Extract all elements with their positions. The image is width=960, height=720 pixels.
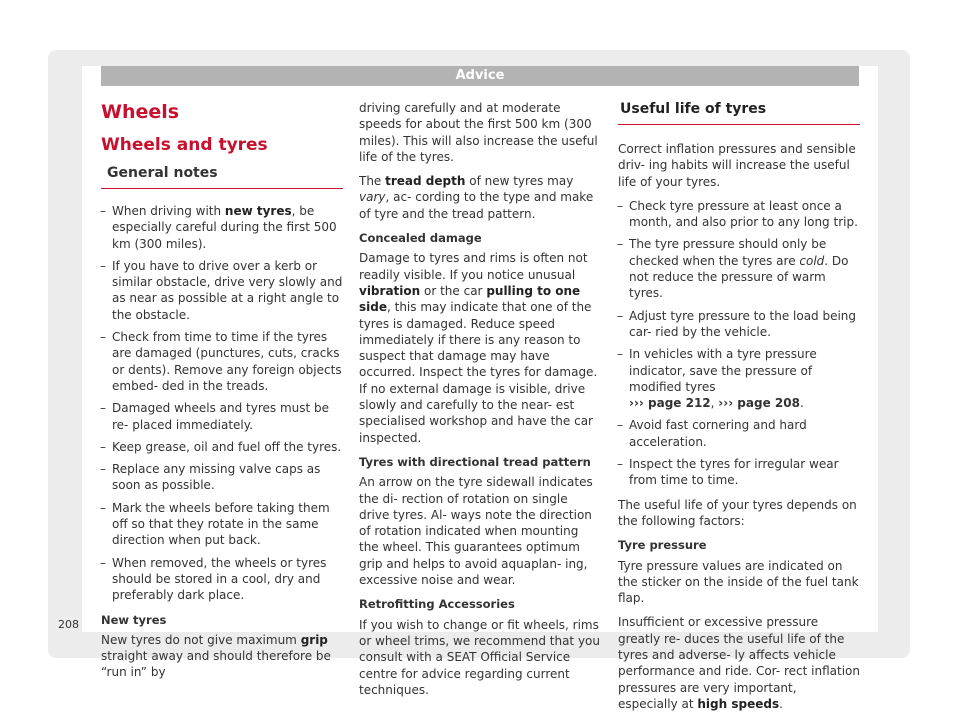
list-item: – Adjust tyre pressure to the load being car- ried by the vehicle. [618, 308, 860, 341]
page-number: 208 [58, 618, 79, 631]
new-tyres-heading: New tyres [101, 612, 167, 627]
page-ref-link[interactable]: ››› page 208 [718, 396, 800, 411]
tyre-pressure-paragraph-2: Insufficient or excessive pressure greatly re- duces the useful life of the tyres and adverse- ly affects vehicle performance and ride. Cor- rect inflation pressures are very important, especially at high speeds. [618, 615, 860, 711]
factors-paragraph: The useful life of your tyres depends on the following factors: [618, 497, 857, 528]
directional-tread-paragraph: An arrow on the tyre sidewall indicates the di- rection of rotation on single drive tyres. Al- ways note the direction of rotation indicated when mounting the wheel. This guarantees optimum grip and helps to avoid aquaplan- ing, excessive noise and wear. [359, 475, 593, 588]
retrofitting-heading: Retrofitting Accessories [359, 597, 515, 612]
list-item: – When removed, the wheels or tyres should be stored in a cool, dry and preferably dark place. [101, 555, 343, 604]
tyre-pressure-paragraph-1: Tyre pressure values are indicated on the sticker on the inside of the fuel tank flap. [618, 558, 859, 606]
page-ref-link[interactable]: ››› page 212 [629, 396, 711, 411]
list-item: – Replace any missing valve caps as soon as possible. [101, 461, 343, 494]
list-item: – Damaged wheels and tyres must be re- placed immediately. [101, 400, 343, 433]
retrofitting-paragraph: If you wish to change or fit wheels, rims or wheel trims, we recommend that you consult with a SEAT Official Service centre for advice regarding current techniques. [359, 617, 601, 697]
list-item: – Avoid fast cornering and hard acceleration. [618, 417, 860, 450]
list-item: – When driving with new tyres, be especially careful during the first 500 km (300 miles). [101, 203, 343, 252]
tread-depth-paragraph: The tread depth of new tyres may vary, ac- cording to the type and make of tyre and the tread pattern. [359, 174, 594, 221]
column-left [101, 100, 343, 689]
list-item: – Inspect the tyres for irregular wear from time to time. [618, 456, 860, 489]
list-item: – If you have to drive over a kerb or similar obstacle, drive very slowly and as near as possible at a right angle to the obstacle. [101, 258, 343, 323]
concealed-damage-paragraph: Damage to tyres and rims is often not readily visible. If you notice unusual vibration or the car pulling to one side, this may indicate that one of the tyres is damaged. Reduce speed immediately if there is any reason to suspect that damage may have occurred. Inspect the tyres for damage. If no external damage is visible, drive slowly and carefully to the near- est specialised workshop and have the car inspected. [359, 251, 598, 445]
useful-life-list [618, 198, 860, 489]
chapter-subtitle: Wheels and tyres [101, 135, 268, 155]
list-item: – In vehicles with a tyre pressure indicator, save the pressure of modified tyres ››› page 212, ››› page 208. [618, 346, 860, 411]
list-item: – Check from time to time if the tyres are damaged (punctures, cuts, cracks or dents). Remove any foreign objects embed- ded in the treads. [101, 329, 343, 394]
run-in-paragraph: driving carefully and at moderate speeds for about the first 500 km (300 miles). This will also increase the useful life of the tyres. [359, 101, 598, 164]
section-header-band: Advice [101, 66, 859, 86]
new-tyres-paragraph: New tyres do not give maximum grip straight away and should therefore be “run in” by [101, 632, 331, 680]
list-item: – Check tyre pressure at least once a month, and also prior to any long trip. [618, 198, 860, 231]
section-heading-useful-life: Useful life of tyres [618, 100, 860, 125]
directional-tread-heading: Tyres with directional tread pattern [359, 454, 591, 469]
concealed-damage-heading: Concealed damage [359, 231, 482, 246]
list-item: – The tyre pressure should only be checked when the tyres are cold. Do not reduce the pressure of warm tyres. [618, 236, 860, 301]
column-middle [359, 100, 601, 706]
tyre-pressure-heading: Tyre pressure [618, 538, 707, 553]
section-heading-general-notes: General notes [101, 164, 343, 189]
general-notes-list [101, 203, 343, 604]
column-right [618, 100, 860, 720]
list-item: – Mark the wheels before taking them off so that they rotate in the same direction when put back. [101, 500, 343, 549]
chapter-title: Wheels [101, 101, 180, 123]
list-item: – Keep grease, oil and fuel off the tyres. [101, 439, 343, 455]
useful-life-intro: Correct inflation pressures and sensible driv- ing habits will increase the useful life of your tyres. [618, 142, 856, 189]
